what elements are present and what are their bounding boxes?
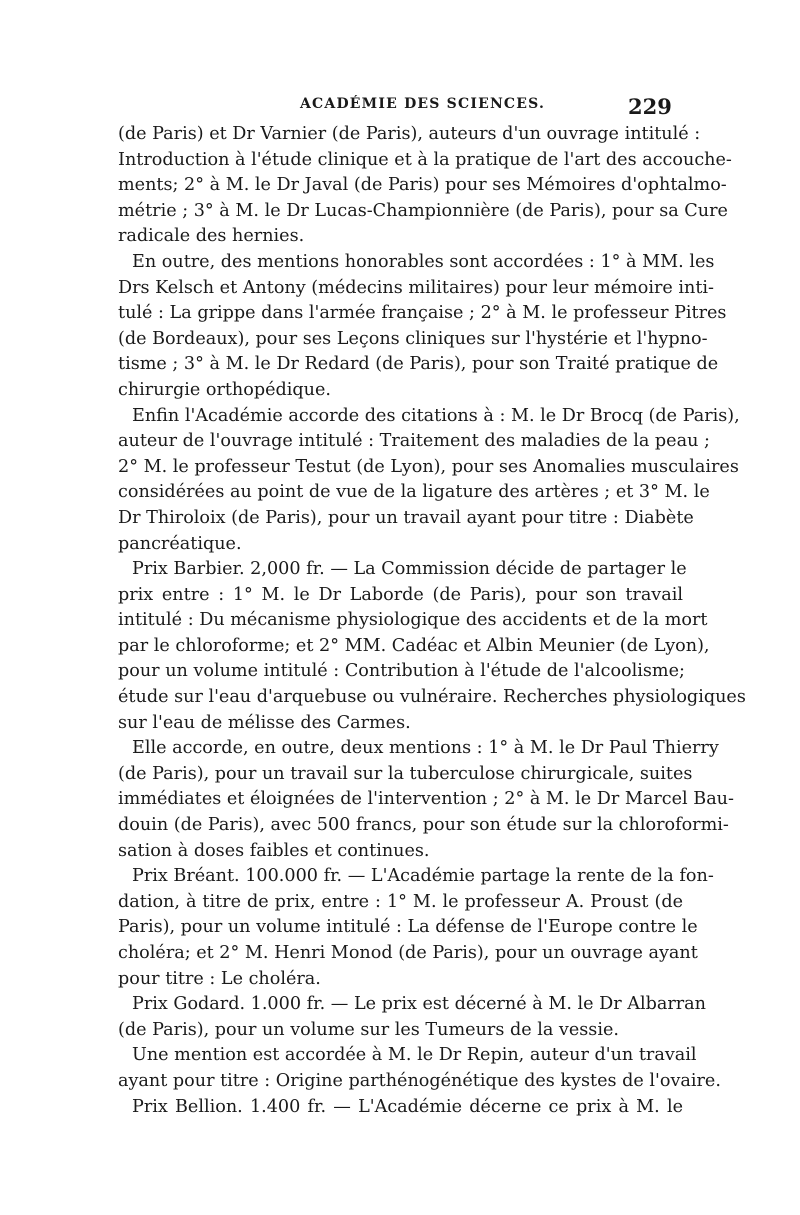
text-line: choléra; et 2° M. Henri Monod (de Paris), pour un ouvrage ayant [118,943,698,963]
text-line: Prix Barbier. 2,000 fr. — La Commission décide de partager le [132,559,687,580]
text-line: tisme ; 3° à M. le Dr Redard (de Paris), pour son Traité pratique de [118,354,719,375]
text-line: En outre, des mentions honorables sont accordées : 1° à MM. les [132,251,715,272]
text-line: Elle accorde, en outre, deux mentions : 1° à M. le Dr Paul Thierry [132,738,719,759]
text-line: tulé : La grippe dans l'armée française ; 2° à M. le professeur Pitres [118,303,727,324]
text-line: (de Paris) et Dr Varnier (de Paris), auteurs d'un ouvrage intitulé : [118,124,701,144]
text-line: (de Paris), pour un volume sur les Tumeurs de la vessie. [118,1019,619,1040]
text-line: Prix Bellion. 1.400 fr. — L'Académie décerne ce prix à M. le [132,1096,683,1117]
text-line: (de Paris), pour un travail sur la tuberculose chirurgicale, suites [118,763,693,784]
text-line: ayant pour titre : Origine parthénogénétique des kystes de l'ovaire. [118,1070,721,1091]
text-line: dation, à titre de prix, entre : 1° M. le professeur A. Proust (de [118,891,683,912]
body-text [118,122,746,1120]
text-line: sation à doses faibles et continues. [118,840,430,861]
text-line: douin (de Paris), avec 500 francs, pour son étude sur la chloroformi- [118,815,729,836]
text-line: métrie ; 3° à M. le Dr Lucas-Championnière (de Paris), pour sa Cure [118,200,728,221]
page-number: 229 [628,94,672,119]
text-line: considérées au point de vue de la ligature des artères ; et 3° M. le [118,482,710,503]
text-line: 2° M. le professeur Testut (de Lyon), pour ses Anomalies musculaires [118,456,739,477]
text-line: prix entre : 1° M. le Dr Laborde (de Paris), pour son travail [118,584,683,605]
text-line: Drs Kelsch et Antony (médecins militaires) pour leur mémoire inti- [118,277,714,298]
text-line: Introduction à l'étude clinique et à la pratique de l'art des accouche- [118,149,732,170]
text-line: Prix Bréant. 100.000 fr. — L'Académie partage la rente de la fon- [132,866,714,887]
text-line: immédiates et éloignées de l'intervention ; 2° à M. le Dr Marcel Bau- [118,789,734,810]
text-line: Une mention est accordée à M. le Dr Repin, auteur d'un travail [132,1045,697,1066]
text-line: ments; 2° à M. le Dr Javal (de Paris) pour ses Mémoires d'ophtalmo- [118,175,727,196]
text-line: radicale des hernies. [118,226,305,247]
text-line: (de Bordeaux), pour ses Leçons cliniques sur l'hystérie et l'hypno- [118,328,708,349]
text-line: Prix Godard. 1.000 fr. — Le prix est décerné à M. le Dr Albarran [132,994,707,1015]
text-line: Enfin l'Académie accorde des citations à : M. le Dr Brocq (de Paris), [132,405,740,426]
text-line: sur l'eau de mélisse des Carmes. [118,712,411,733]
text-line: Paris), pour un volume intitulé : La défense de l'Europe contre le [118,917,698,938]
text-line: intitulé : Du mécanisme physiologique des accidents et de la mort [118,610,708,631]
text-line: pancréatique. [118,533,242,554]
text-line: étude sur l'eau d'arquebuse ou vulnéraire. Recherches physiologiques [118,687,746,708]
text-line: chirurgie orthopédique. [118,379,332,400]
text-line: Dr Thiroloix (de Paris), pour un travail ayant pour titre : Diabète [118,507,694,528]
text-line: par le chloroforme; et 2° MM. Cadéac et Albin Meunier (de Lyon), [118,635,710,656]
text-line: auteur de l'ouvrage intitulé : Traitement des maladies de la peau ; [118,431,710,452]
text-line: pour un volume intitulé : Contribution à l'étude de l'alcoolisme; [118,661,685,682]
text-line: pour titre : Le choléra. [118,968,321,989]
running-title: ACADÉMIE DES SCIENCES. [300,96,546,112]
